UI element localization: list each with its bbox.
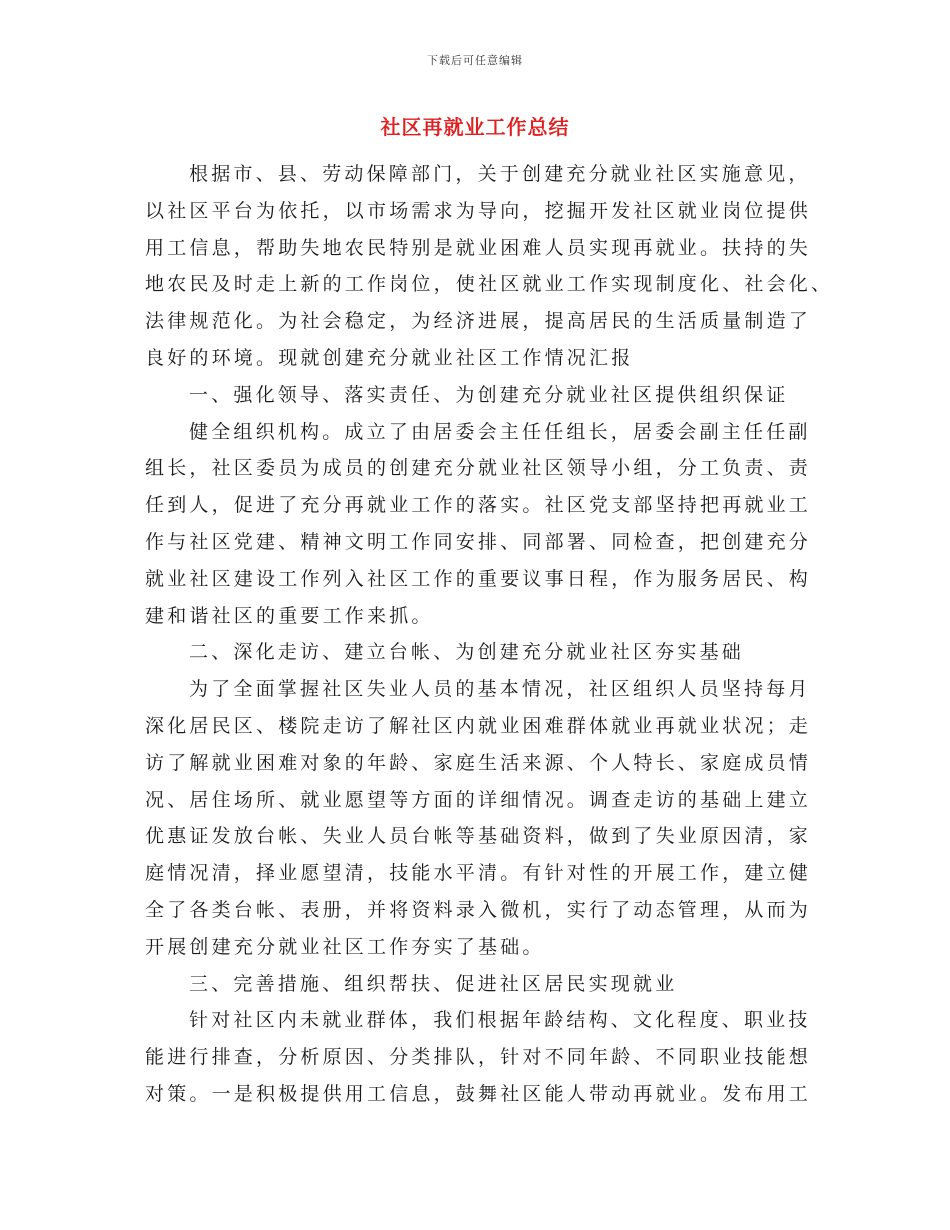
- body-line: 针对社区内未就业群体，我们根据年龄结构、文化程度、职业技: [189, 1009, 811, 1032]
- body-line: 地农民及时走上新的工作岗位，使社区就业工作实现制度化、社会化、: [145, 273, 834, 296]
- body-line: 法律规范化。为社会稳定，为经济进展，提高居民的生活质量制造了: [145, 310, 812, 333]
- body-line: 作与社区党建、精神文明工作同安排、同部署、同检查，把创建充分: [145, 530, 812, 553]
- body-line: 健全组织机构。成立了由居委会主任任组长，居委会副主任任副: [189, 420, 811, 443]
- body-line: 一、强化领导、落实责任、为创建充分就业社区提供组织保证: [189, 383, 789, 406]
- body-line: 组长，社区委员为成员的创建充分就业社区领导小组，分工负责、责: [145, 457, 812, 480]
- document-title: 社区再就业工作总结: [380, 115, 570, 139]
- body-line: 对策。一是积极提供用工信息，鼓舞社区能人带动再就业。发布用工: [145, 1082, 812, 1105]
- body-line: 三、完善措施、组织帮扶、促进社区居民实现就业: [189, 972, 678, 995]
- document-body: [145, 156, 834, 1113]
- body-line: 任到人，促进了充分再就业工作的落实。社区党支部坚持把再就业工: [145, 494, 812, 517]
- body-line: 用工信息，帮助失地农民特别是就业困难人员实现再就业。扶持的失: [145, 236, 812, 259]
- body-line: 以社区平台为依托，以市场需求为导向，挖掘开发社区就业岗位提供: [145, 199, 812, 222]
- body-line: 根据市、县、劳动保障部门，关于创建充分就业社区实施意见，: [189, 163, 811, 185]
- body-line: 就业社区建设工作列入社区工作的重要议事日程，作为服务居民、构: [145, 567, 812, 590]
- body-line: 优惠证发放台帐、失业人员台帐等基础资料，做到了失业原因清，家: [145, 825, 812, 848]
- page-header-note: 下载后可任意编辑: [427, 54, 523, 67]
- body-line: 开展创建充分就业社区工作夯实了基础。: [145, 935, 545, 958]
- body-line: 况、居住场所、就业愿望等方面的详细情况。调查走访的基础上建立: [145, 788, 812, 811]
- body-line: 庭情况清，择业愿望清，技能水平清。有针对性的开展工作，建立健: [145, 862, 812, 885]
- body-line: 二、深化走访、建立台帐、为创建充分就业社区夯实基础: [189, 641, 745, 664]
- body-line: 访了解就业困难对象的年龄、家庭生活来源、个人特长、家庭成员情: [145, 751, 812, 774]
- body-line: 深化居民区、楼院走访了解社区内就业困难群体就业再就业状况；走: [145, 714, 812, 737]
- body-line: 良好的环境。现就创建充分就业社区工作情况汇报: [145, 346, 634, 369]
- body-line: 为了全面掌握社区失业人员的基本情况，社区组织人员坚持每月: [189, 678, 811, 701]
- body-line: 全了各类台帐、表册，并将资料录入微机，实行了动态管理，从而为: [145, 898, 812, 921]
- body-line: 建和谐社区的重要工作来抓。: [145, 604, 434, 627]
- body-line: 能进行排查，分析原因、分类排队，针对不同年龄、不同职业技能想: [145, 1046, 812, 1069]
